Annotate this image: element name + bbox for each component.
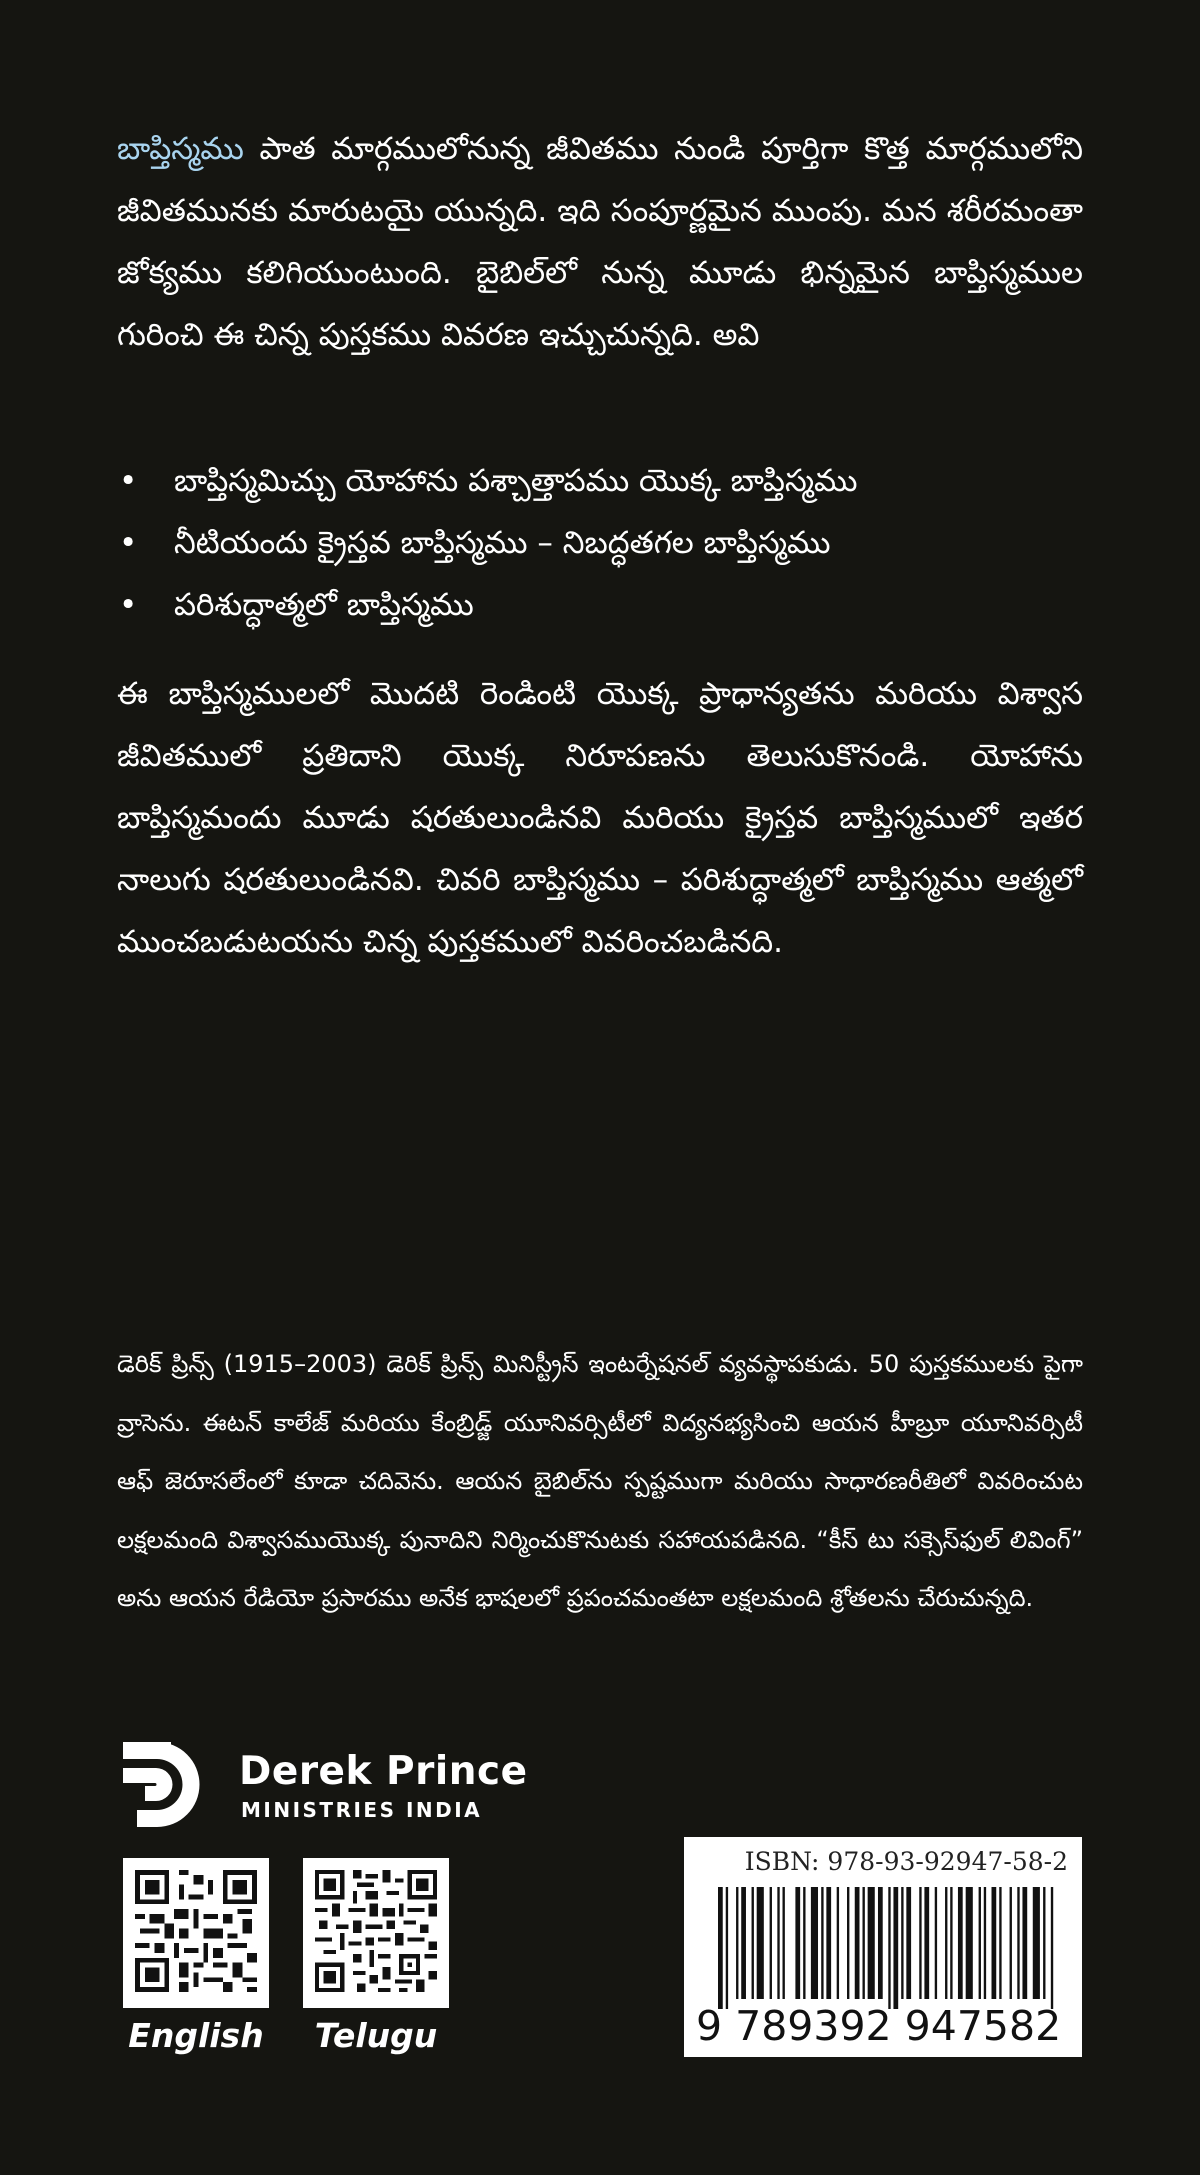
barcode-bar	[811, 1887, 818, 1999]
barcode-bar	[1017, 1887, 1019, 1999]
barcode-bar	[893, 1887, 898, 2009]
barcode-bar	[950, 1887, 952, 1999]
isbn-digits: 9 789392 947582	[696, 2002, 1062, 2050]
barcode-bar	[1010, 1887, 1012, 1999]
list-item-text: బాప్తిస్మమిచ్చు యోహాను పశ్చాత్తాపము యొక్క బాప్తిస్మము	[174, 463, 858, 499]
barcode-bar	[966, 1887, 973, 1999]
barcode-bar	[992, 1887, 997, 1999]
barcode-bar	[826, 1887, 831, 1999]
barcode-bar	[888, 1887, 890, 2009]
barcode-bar	[945, 1887, 947, 1999]
barcode-bar	[736, 1887, 738, 1999]
barcode-bar	[770, 1887, 772, 1999]
barcode-bar	[855, 1887, 860, 1999]
barcode-bar	[924, 1887, 929, 1999]
barcode-bar	[906, 1887, 911, 1999]
barcode-bar	[777, 1887, 779, 1999]
intro-highlight-word: బాప్తిస్మము	[117, 131, 244, 167]
bullet-icon: •	[119, 463, 138, 499]
barcode-bar	[979, 1887, 981, 1999]
barcode-bar	[783, 1887, 785, 1999]
qr-code-telugu	[303, 1858, 449, 2008]
barcode-bar	[803, 1887, 805, 1999]
qr-code-icon	[315, 1870, 437, 1992]
barcode-bar	[718, 1887, 723, 2009]
barcode-icon	[718, 1887, 1056, 2009]
publisher-logo	[123, 1742, 543, 1837]
barcode-bar	[901, 1887, 903, 1999]
barcode-bar	[795, 1887, 800, 1999]
barcode-bar	[958, 1887, 963, 1999]
isbn-label: ISBN: 978-93-92947-58-2	[744, 1847, 1068, 1876]
baptism-list	[117, 450, 1083, 636]
list-item-text: నీటియందు క్రైస్తవ బాప్తిస్మము – నిబద్ధతగల బాప్తిస్మము	[174, 525, 831, 561]
barcode-bar	[821, 1887, 823, 1999]
barcode-bar	[726, 1887, 728, 2009]
qr-code-icon	[135, 1870, 257, 1992]
list-item	[117, 512, 1083, 574]
list-item-text: పరిశుద్ధాత్మలో బాప్తిస్మము	[174, 587, 474, 623]
barcode-bar	[837, 1887, 839, 1999]
barcode-bar	[935, 1887, 937, 1999]
list-item	[117, 574, 1083, 636]
qr-code-english	[123, 1858, 269, 2008]
barcode-bar	[999, 1887, 1001, 1999]
barcode-bar	[878, 1887, 883, 1999]
barcode-bar	[741, 1887, 746, 1999]
logo-subtitle: MINISTRIES INDIA	[241, 1798, 483, 1822]
barcode-bar	[752, 1887, 754, 1999]
barcode-bar	[984, 1887, 986, 1999]
logo-name: Derek Prince	[239, 1749, 528, 1794]
author-bio: డెరిక్ ప్రిన్స్ (1915–2003) డెరిక్ ప్రిన్స్ మినిస్ట్రీస్ ఇంటర్నేషనల్ వ్యవస్థాపకుడు. 50 పుస్తకములకు పైగా వ్రాసెను. ఈటన్ కాలేజ్ మరియు కేంబ్రిడ్జ్ యూనివర్సిటీలో విద్యనభ్యసించి ఆయన హీబ్రూ యూనివర్సిటీ ఆఫ్ జెరూసలేంలో కూడా చదివెను. ఆయన బైబిల్‌ను స్పష్టముగా మరియు సాధారణరీతిలో వివరించుట లక్షలమంది విశ్వాసముయొక్క పునాదిని నిర్మించుకొనుటకు సహాయపడినది. “కీస్ టు సక్సెస్‌ఫుల్ లివింగ్” అను ఆయన రేడియో ప్రసారము అనేక భాషలలో ప్రపంచమంతటా లక్షలమంది శ్రోతలను చేరుచున్నది.	[117, 1350, 1083, 1612]
intro-text: పాత మార్గములోనున్న జీవితము నుండి పూర్తిగా కొత్త మార్గములోని జీవితమునకు మారుటయై యున్నది. ఇది సంపూర్ణమైన ముంపు. మన శరీరమంతా జోక్యము కలిగియుంటుంది. బైబిల్‌లో నున్న మూడు భిన్నమైన బాప్తిస్మముల గురించి ఈ చిన్న పుస్తకము వివరణ ఇచ్చుచున్నది. అవి	[117, 131, 1083, 353]
barcode-bar	[919, 1887, 921, 1999]
barcode-bar	[1043, 1887, 1045, 1999]
bullet-icon: •	[119, 525, 138, 561]
barcode-bar	[1033, 1887, 1040, 1999]
list-item	[117, 450, 1083, 512]
isbn-barcode	[684, 1837, 1082, 2057]
derek-prince-logo-icon	[123, 1742, 208, 1827]
description-paragraph: ఈ బాప్తిస్మములలో మొదటి రెండింటి యొక్క ప్రాధాన్యతను మరియు విశ్వాస జీవితములో ప్రతిదాని యొక్క నిరూపణను తెలుసుకొనండి. యోహాను బాప్తిస్మమందు మూడు షరతులుండినవి మరియు క్రైస్తవ బాప్తిస్మములో ఇతర నాలుగు షరతులుండినవి. చివరి బాప్తిస్మము – పరిశుద్ధాత్మలో బాప్తిస్మము ఆత్మలో ముంచబడుటయను చిన్న పుస్తకములో వివరించబడినది.	[117, 676, 1083, 960]
barcode-bar	[862, 1887, 864, 1999]
qr-label-english: English	[128, 2016, 264, 2055]
barcode-bar	[868, 1887, 875, 1999]
intro-paragraph	[117, 118, 1083, 366]
qr-label-telugu: Telugu	[314, 2016, 438, 2055]
bullet-icon: •	[119, 587, 138, 623]
barcode-bar	[757, 1887, 764, 1999]
barcode-bar	[1022, 1887, 1027, 1999]
barcode-bar	[847, 1887, 849, 1999]
barcode-bar	[1051, 1887, 1053, 2009]
